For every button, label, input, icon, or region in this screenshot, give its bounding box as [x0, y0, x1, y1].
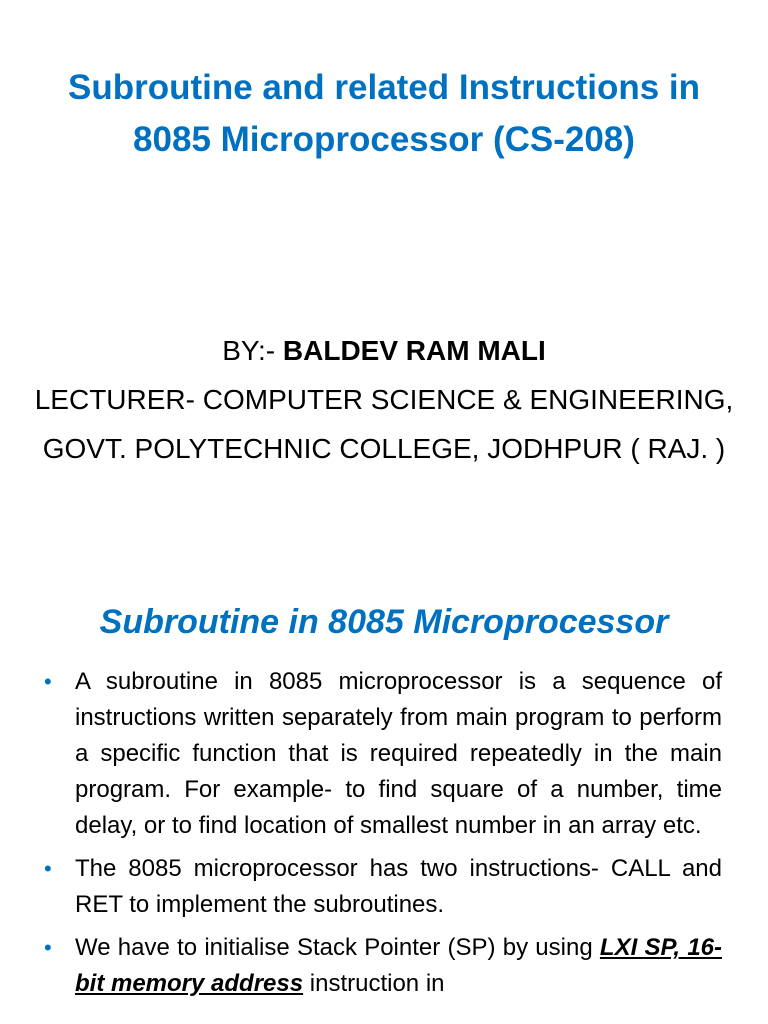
- bullet-list: [44, 664, 722, 1009]
- bullet-dot-icon: •: [44, 935, 52, 960]
- presentation-title: [20, 62, 748, 166]
- bullet-text-3-prefix: We have to initialise Stack Pointer (SP) by using: [75, 934, 600, 961]
- bullet-text-3-code: LXI SP, 16-bit memory address: [75, 934, 723, 997]
- author-line: [10, 326, 758, 375]
- bullet-item-2: [44, 851, 722, 923]
- content-slide: [0, 560, 768, 1024]
- author-institution: GOVT. POLYTECHNIC COLLEGE, JODHPUR ( RAJ. ): [42, 433, 726, 464]
- title-line-1: Subroutine and related Instructions in: [68, 68, 700, 107]
- author-name: BALDEV RAM MALI: [282, 335, 546, 366]
- bullet-item-1: [44, 664, 722, 844]
- bullet-dot-icon: •: [44, 856, 52, 881]
- bullet-text-2: The 8085 microprocessor has two instructions- CALL and RET to implement the subroutines.: [75, 855, 722, 918]
- bullet-text-3-suffix: instruction in: [303, 970, 445, 997]
- by-prefix: BY:-: [222, 335, 283, 366]
- bullet-text-1: A subroutine in 8085 microprocessor is a sequence of instructions written separately from main program to perform a specific function that is required repeatedly in the main program. For example- to find square of a number, time delay, or to find location of smallest number in an array etc.: [75, 668, 722, 839]
- bullet-dot-icon: •: [44, 669, 52, 694]
- slide-heading: Subroutine in 8085 Microprocessor: [99, 603, 669, 641]
- author-designation: LECTURER- COMPUTER SCIENCE & ENGINEERING,: [34, 384, 734, 415]
- bullet-item-3: [44, 930, 722, 1002]
- title-line-2: 8085 Microprocessor (CS-208): [133, 120, 635, 159]
- author-block: [10, 326, 758, 473]
